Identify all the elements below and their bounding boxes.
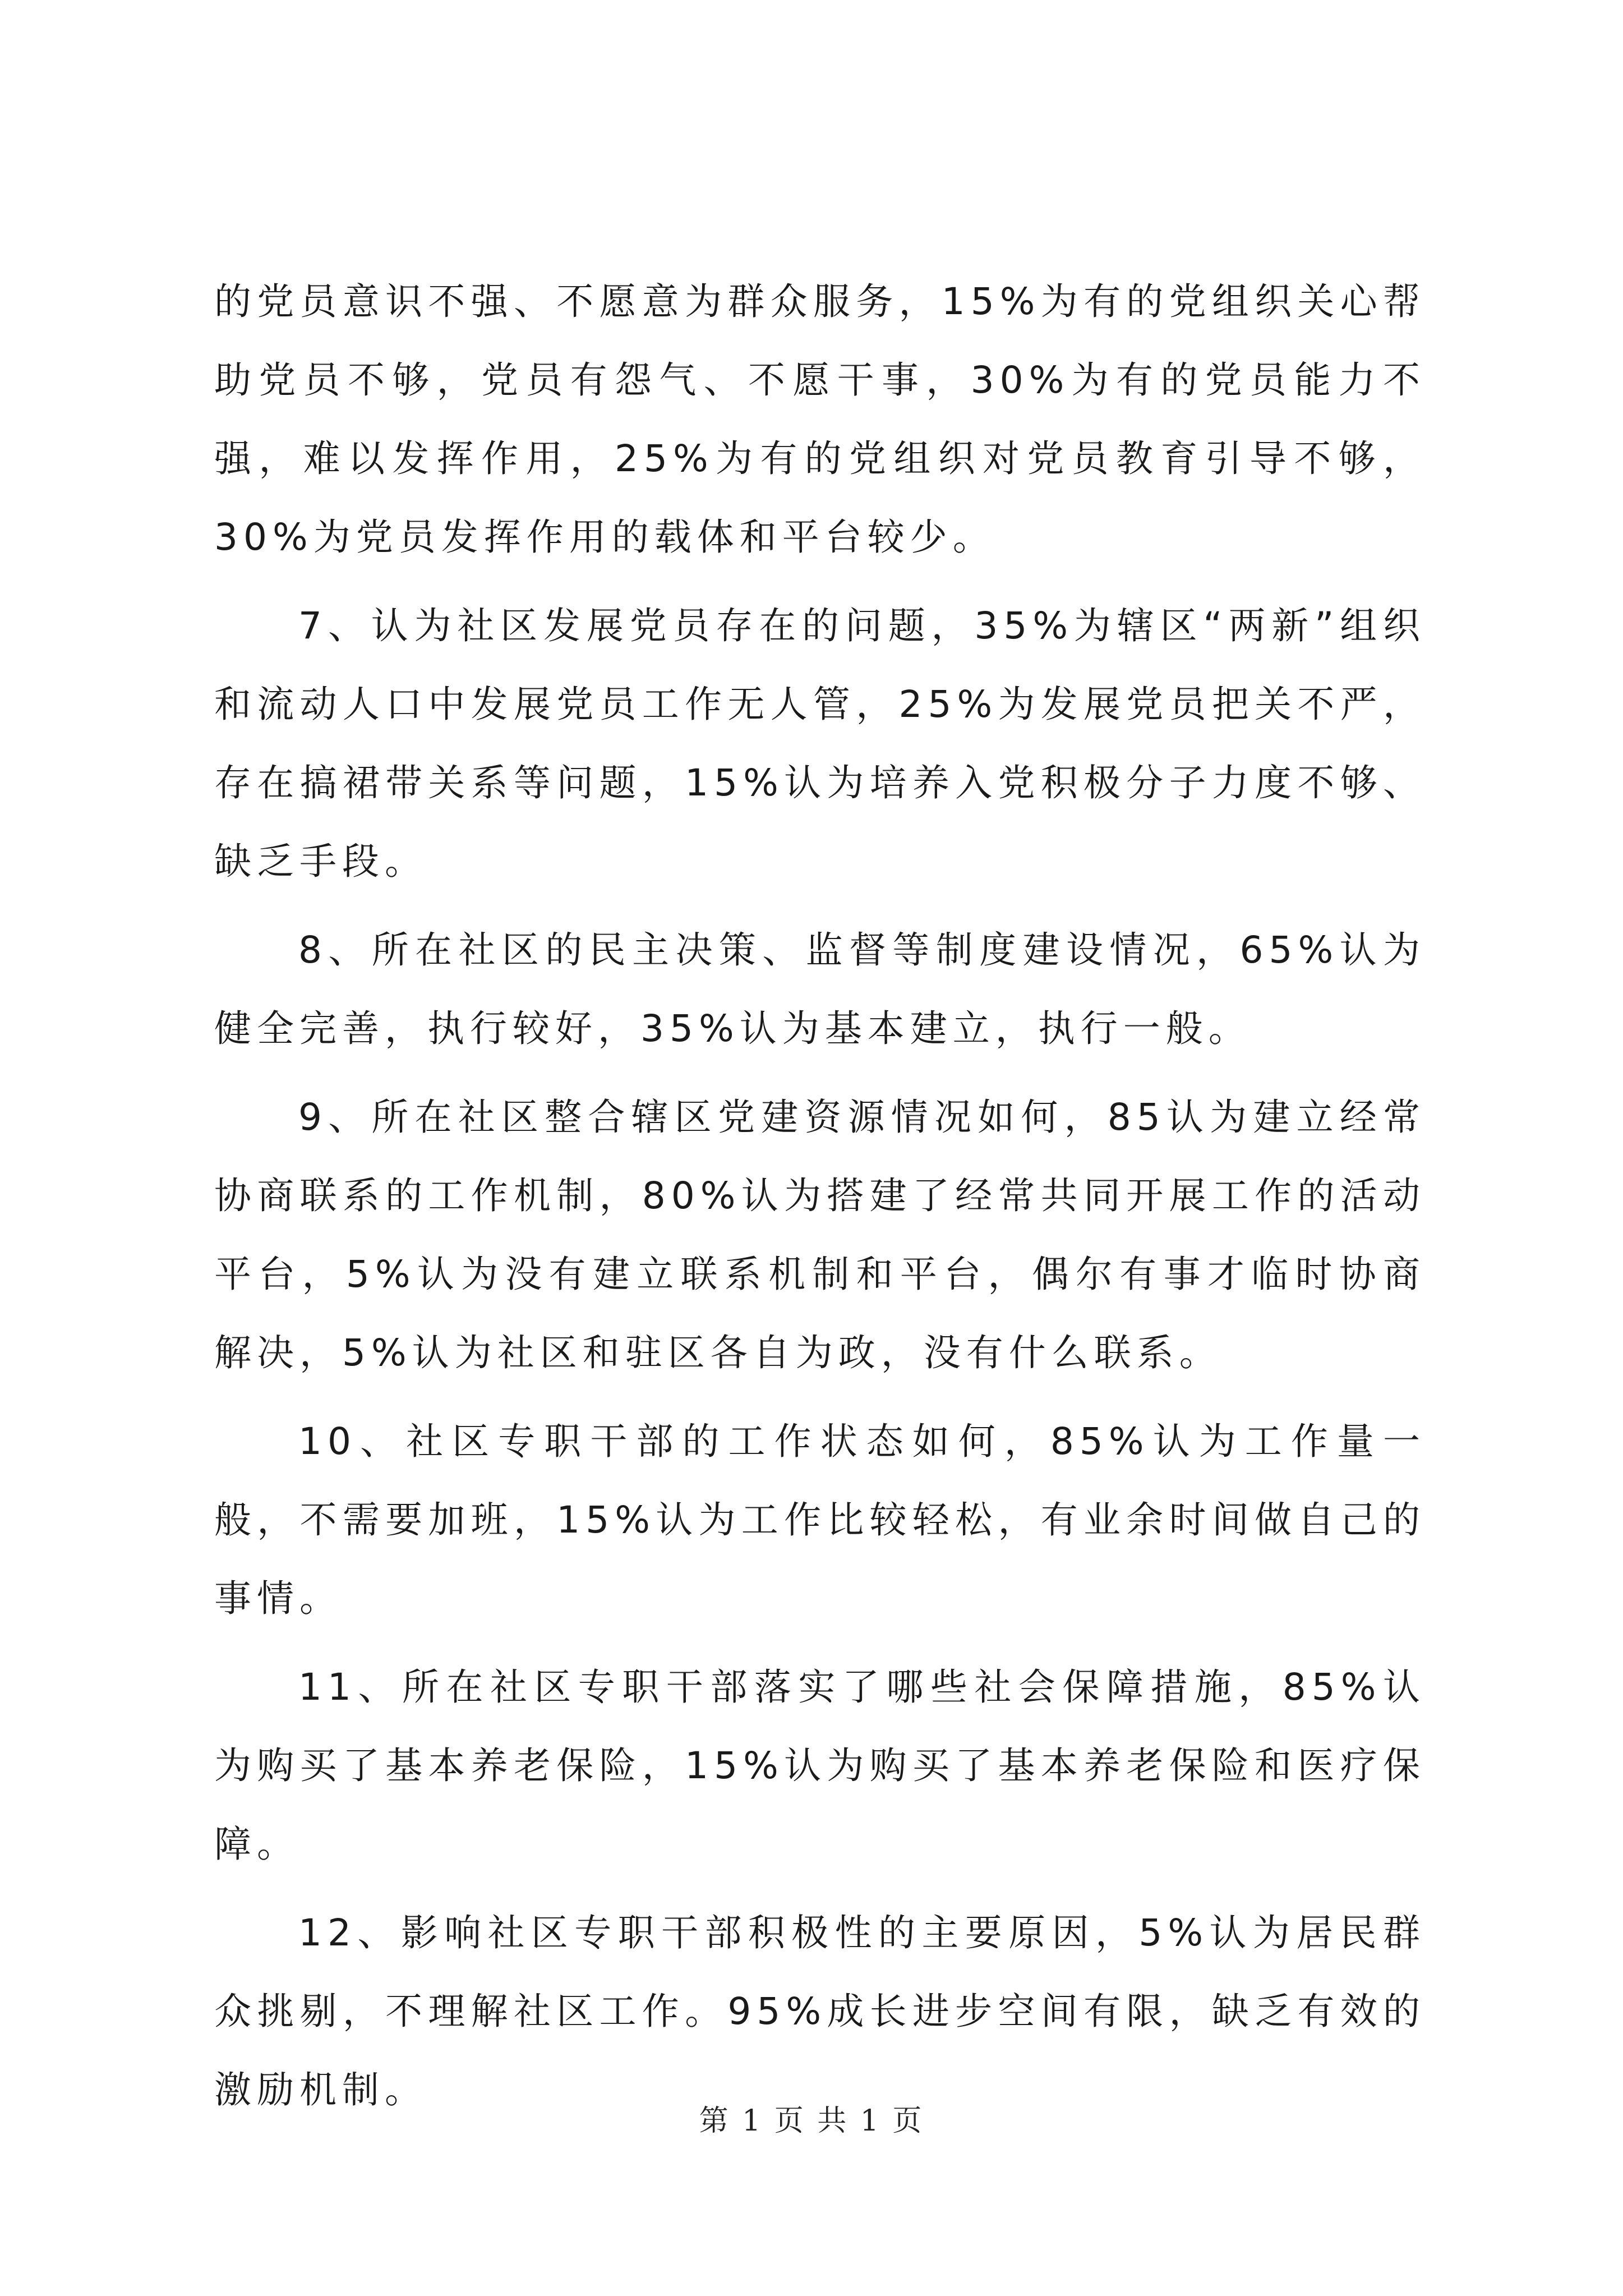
paragraph-item-7: 7、认为社区发展党员存在的问题，35%为辖区“两新”组织和流动人口中发展党员工作无人管，25%为发展党员把关不严，存在搞裙带关系等问题，15%认为培养入党积极分子力度不够、缺乏手段。 [214,604,1426,883]
paragraph-continuation: 的党员意识不强、不愿意为群众服务，15%为有的党组织关心帮助党员不够，党员有怨气、不愿干事，30%为有的党员能力不强，难以发挥作用，25%为有的党组织对党员教育引导不够，30%为党员发挥作用的载体和平台较少。 [214,280,1426,559]
paragraph-item-12: 12、影响社区专职干部积极性的主要原因，5%认为居民群众挑剔，不理解社区工作。95%成长进步空间有限，缺乏有效的激励机制。 [214,1911,1426,2111]
document-body [214,263,1426,2139]
page-number-footer: 第 1 页 共 1 页 [699,2104,924,2138]
paragraph-item-10: 10、社区专职干部的工作状态如何，85%认为工作量一般，不需要加班，15%认为工作比较轻松，有业余时间做自己的事情。 [214,1420,1426,1620]
paragraph-item-11: 11、所在社区专职干部落实了哪些社会保障措施，85%认为购买了基本养老保险，15%认为购买了基本养老保险和医疗保障。 [214,1665,1426,1866]
paragraph-item-9: 9、所在社区整合辖区党建资源情况如何，85认为建立经常协商联系的工作机制，80%认为搭建了经常共同开展工作的活动平台，5%认为没有建立联系机制和平台，偶尔有事才临时协商解决，5%认为社区和驻区各自为政，没有什么联系。 [214,1096,1426,1374]
paragraph-item-8: 8、所在社区的民主决策、监督等制度建设情况，65%认为健全完善，执行较好，35%认为基本建立，执行一般。 [214,928,1426,1050]
